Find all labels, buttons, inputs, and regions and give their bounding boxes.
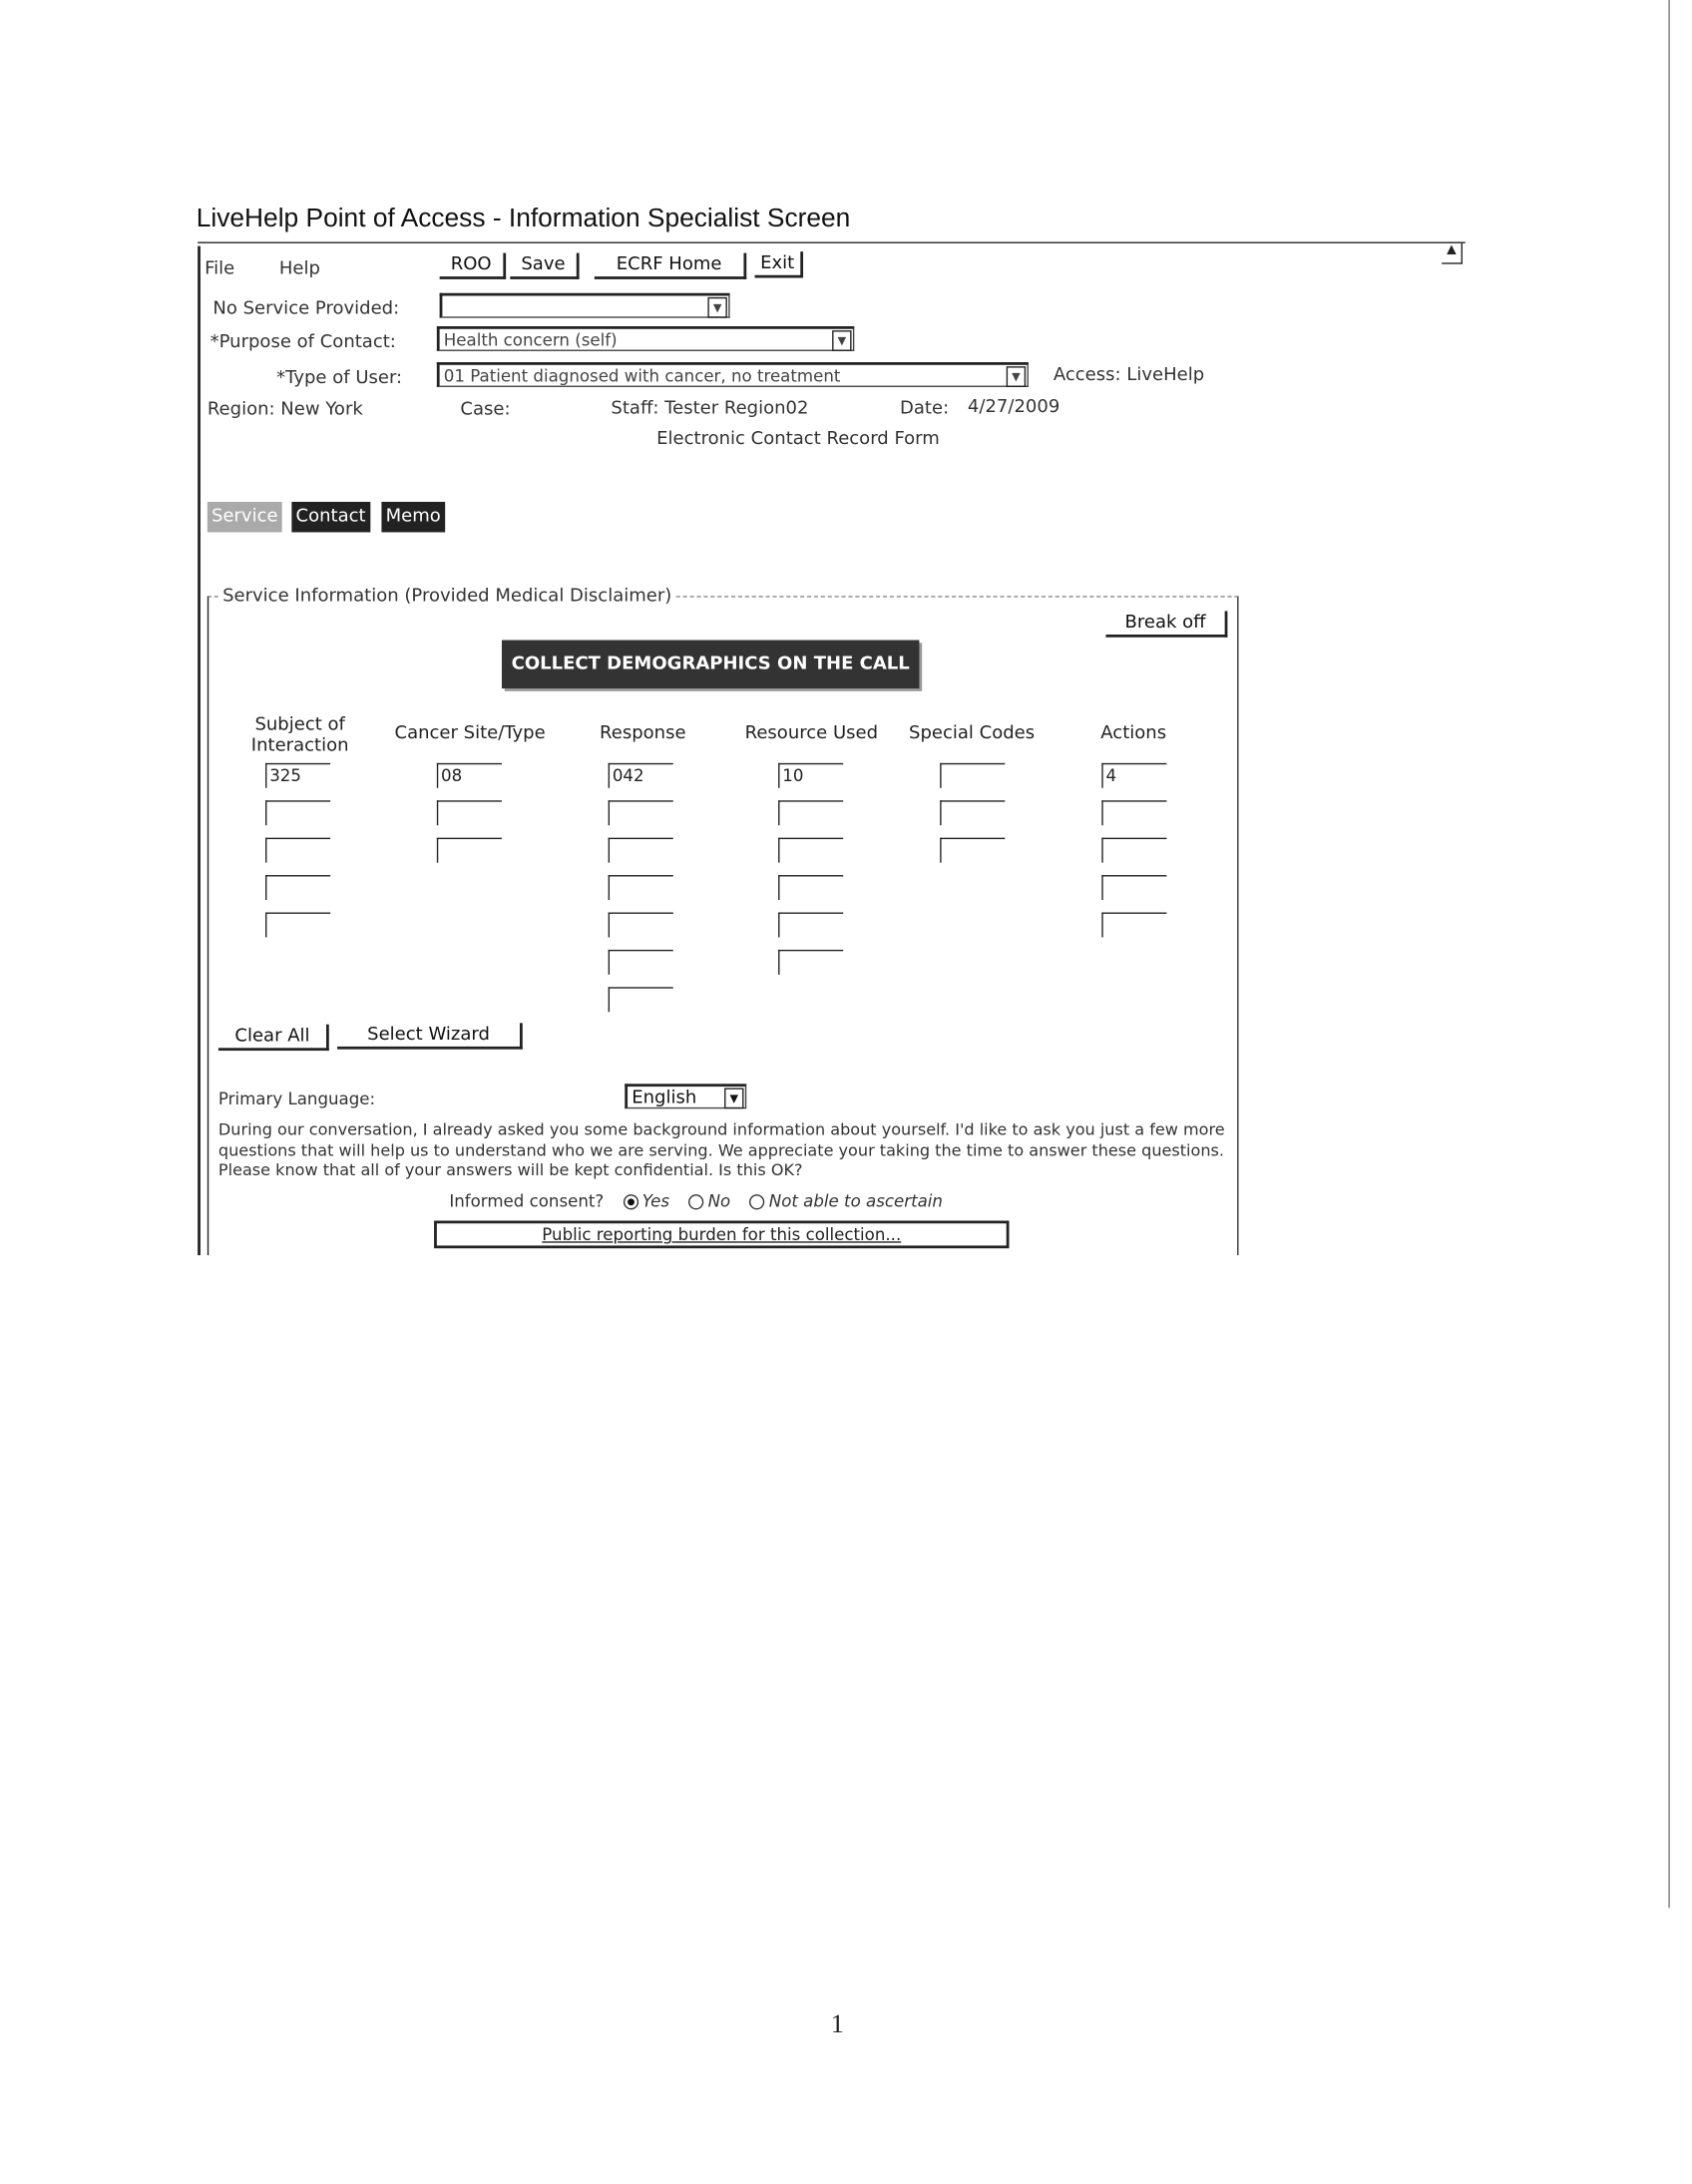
- consent-no-label: No: [707, 1191, 731, 1211]
- code-input[interactable]: [265, 912, 330, 937]
- code-input[interactable]: [778, 912, 843, 937]
- code-input[interactable]: [778, 950, 843, 975]
- code-input[interactable]: [609, 875, 673, 900]
- consent-yes-label: Yes: [641, 1191, 670, 1211]
- code-input[interactable]: [265, 875, 330, 900]
- demographics-banner: COLLECT DEMOGRAPHICS ON THE CALL: [502, 641, 919, 688]
- menu-file[interactable]: File: [205, 258, 235, 279]
- column-header: Resource Used: [744, 722, 879, 744]
- code-input[interactable]: [437, 800, 502, 825]
- exit-button[interactable]: Exit: [755, 251, 803, 277]
- code-input[interactable]: [265, 800, 330, 825]
- code-input[interactable]: [940, 763, 1005, 788]
- date-value: 4/27/2009: [967, 396, 1060, 418]
- user-type-label: *Type of User:: [276, 367, 403, 389]
- purpose-label: *Purpose of Contact:: [210, 331, 396, 353]
- primary-language-select[interactable]: [625, 1084, 746, 1108]
- consent-yes-radio[interactable]: [623, 1194, 637, 1209]
- code-input[interactable]: [778, 800, 843, 825]
- chevron-down-icon: ▼: [1007, 366, 1026, 387]
- menu-help[interactable]: Help: [278, 258, 320, 279]
- column-header: Response: [600, 722, 686, 744]
- window-left-border: [198, 246, 201, 1255]
- code-input[interactable]: [1101, 838, 1166, 863]
- region-text: Region: New York: [207, 399, 363, 421]
- chevron-down-icon: ▼: [832, 330, 851, 351]
- code-input[interactable]: [609, 987, 673, 1012]
- scroll-up-button[interactable]: ▲: [1442, 243, 1463, 264]
- break-off-button[interactable]: Break off: [1105, 611, 1227, 637]
- code-input[interactable]: 4: [1101, 763, 1166, 788]
- clear-all-button[interactable]: Clear All: [218, 1025, 329, 1051]
- code-input[interactable]: [1101, 800, 1166, 825]
- tab-memo[interactable]: Memo: [381, 502, 445, 532]
- code-input[interactable]: 10: [778, 763, 843, 788]
- service-legend: Service Information (Provided Medical Disclaimer): [218, 586, 676, 607]
- consent-unknown-radio[interactable]: [749, 1194, 764, 1209]
- chevron-down-icon: ▼: [724, 1088, 743, 1108]
- column-header: Special Codes: [909, 722, 1036, 744]
- no-service-label: No Service Provided:: [212, 298, 400, 320]
- code-input[interactable]: [1101, 912, 1166, 937]
- no-service-select[interactable]: [440, 293, 730, 318]
- case-label: Case:: [460, 399, 511, 421]
- user-type-select[interactable]: [437, 362, 1029, 387]
- code-input[interactable]: 042: [609, 763, 673, 788]
- consent-label: Informed consent?: [449, 1191, 605, 1211]
- code-input[interactable]: [437, 838, 502, 863]
- public-burden-button[interactable]: [434, 1220, 1009, 1248]
- access-text: Access: LiveHelp: [1053, 364, 1205, 386]
- code-input[interactable]: [609, 912, 673, 937]
- consent-unknown-label: Not able to ascertain: [768, 1191, 943, 1211]
- consent-no-radio[interactable]: [688, 1194, 703, 1209]
- code-input[interactable]: [609, 800, 673, 825]
- scan-edge: [1668, 0, 1669, 1908]
- code-input[interactable]: [265, 838, 330, 863]
- date-label: Date:: [900, 398, 950, 419]
- primary-language-value: English: [632, 1088, 697, 1109]
- purpose-select[interactable]: [437, 326, 854, 351]
- code-input[interactable]: 325: [265, 763, 330, 788]
- primary-language-label: Primary Language:: [217, 1089, 376, 1109]
- public-burden-link[interactable]: Public reporting burden for this collection...: [542, 1224, 902, 1245]
- tab-contact[interactable]: Contact: [291, 502, 369, 532]
- save-button[interactable]: Save: [510, 253, 579, 279]
- code-input[interactable]: [1101, 875, 1166, 900]
- informed-consent: [449, 1191, 943, 1210]
- page-title: LiveHelp Point of Access - Information Specialist Screen: [196, 205, 851, 234]
- user-type-value: 01 Patient diagnosed with cancer, no treatment: [443, 366, 841, 386]
- code-input[interactable]: [778, 838, 843, 863]
- purpose-value: Health concern (self): [443, 330, 618, 350]
- code-input[interactable]: [609, 838, 673, 863]
- column-header: Cancer Site/Type: [394, 722, 546, 744]
- chevron-down-icon: ▼: [707, 297, 726, 318]
- code-input[interactable]: [609, 950, 673, 975]
- code-input[interactable]: [940, 838, 1005, 863]
- ecrf-home-button[interactable]: ECRF Home: [595, 253, 746, 279]
- roo-button[interactable]: ROO: [440, 253, 506, 279]
- demographics-script: During our conversation, I already asked you some background information about yourself. I'd like to ask you just a few more questions that will help us to understand who we are serving. We appreciate your taking the time to answer these questions. Please know that all of your answers will be kept confidential. Is this OK?: [217, 1119, 1225, 1179]
- form-title: Electronic Contact Record Form: [656, 428, 940, 450]
- code-input[interactable]: 08: [437, 763, 502, 788]
- page-number: 1: [830, 2009, 844, 2039]
- window-top-border: [198, 241, 1466, 242]
- select-wizard-button[interactable]: Select Wizard: [337, 1023, 523, 1049]
- column-header: Actions: [1100, 722, 1167, 744]
- staff-text: Staff: Tester Region02: [611, 398, 809, 419]
- code-input[interactable]: [940, 800, 1005, 825]
- code-input[interactable]: [778, 875, 843, 900]
- column-header: Subject of Interaction: [250, 714, 349, 756]
- tab-service[interactable]: Service: [208, 502, 282, 532]
